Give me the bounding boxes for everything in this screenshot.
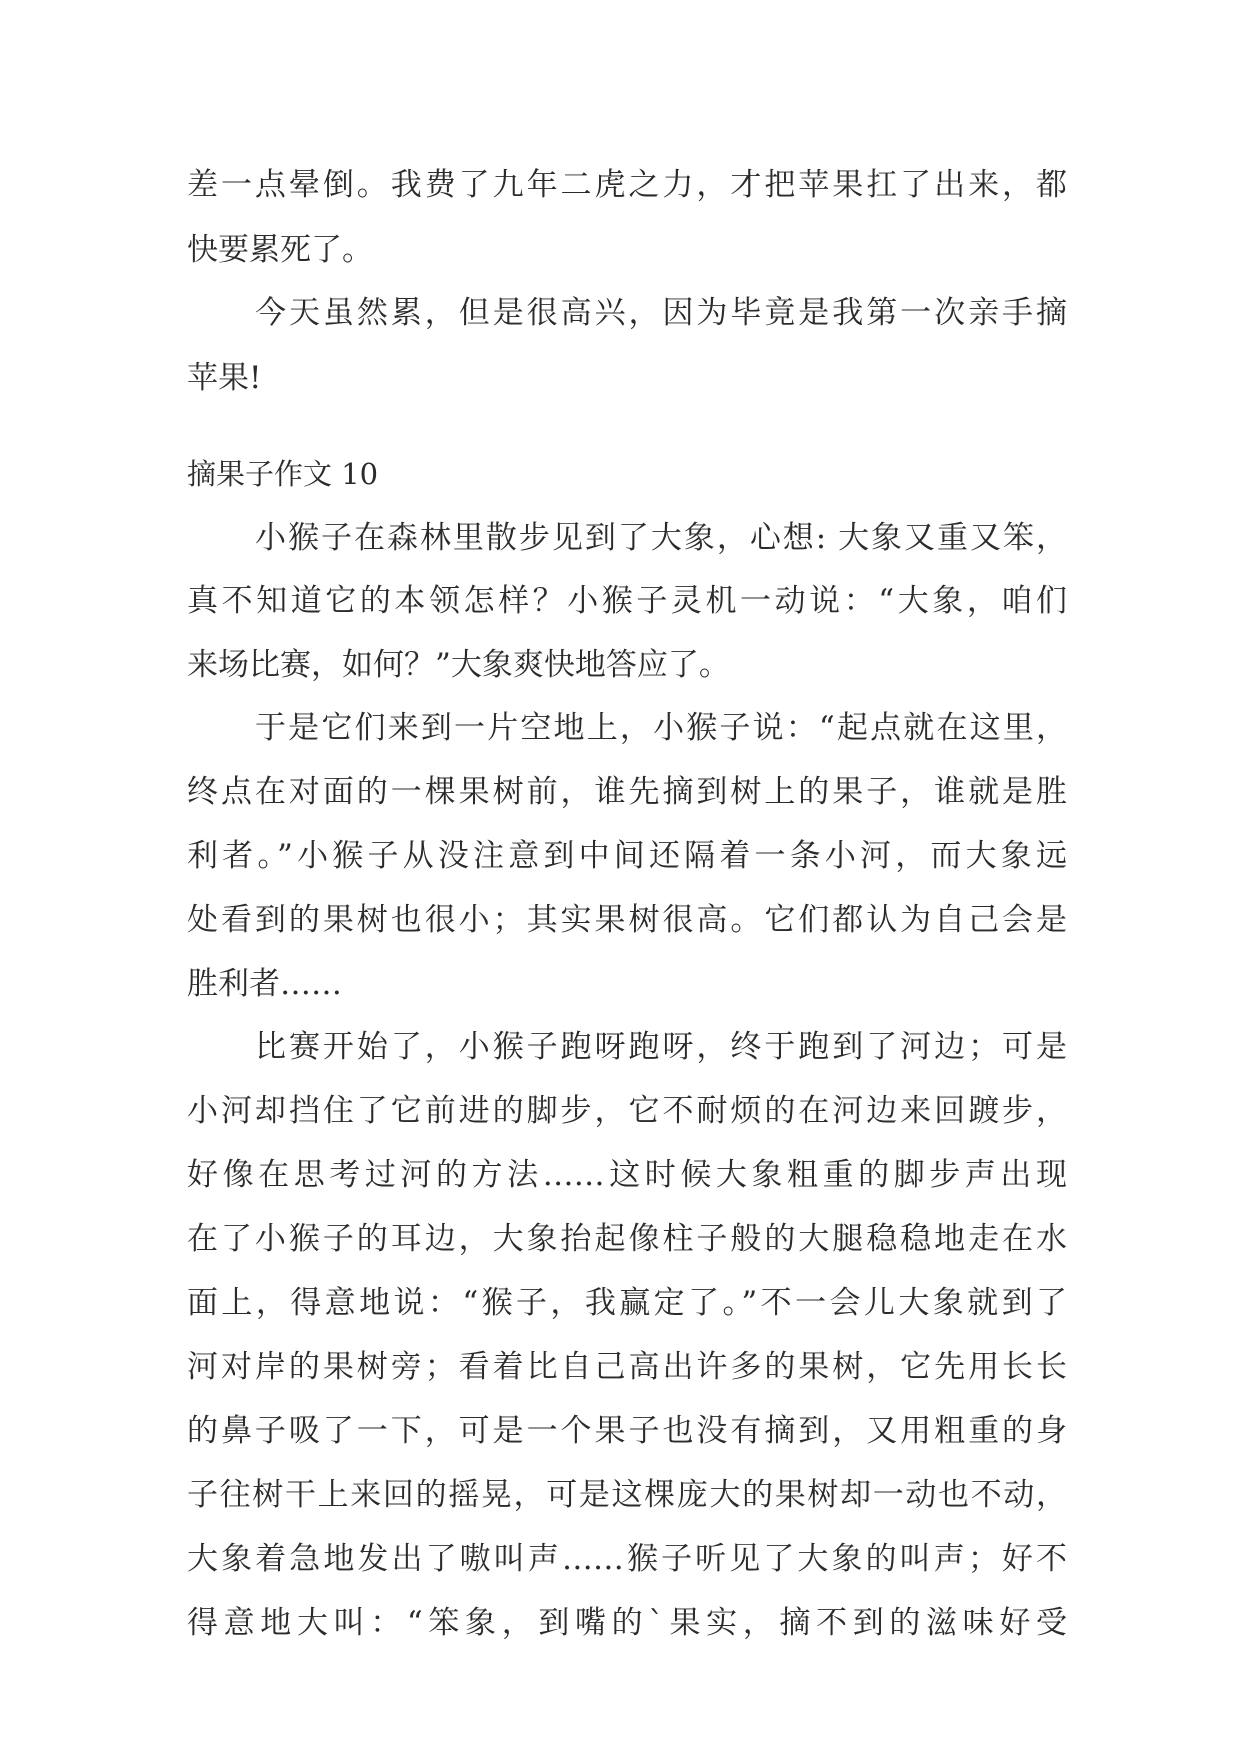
paragraph-5-line-4: 在了小猴子的耳边，大象抬起像柱子般的大腿稳稳地走在水 — [187, 1221, 1067, 1257]
paragraph-1-line-1: 差一点晕倒。我费了九年二虎之力，才把苹果扛了出来，都 — [187, 167, 1067, 203]
paragraph-3-line-1: 小猴子在森林里散步见到了大象，心想: 大象又重又笨， — [255, 520, 1067, 556]
paragraph-5-line-3: 好像在思考过河的方法……这时候大象粗重的脚步声出现 — [187, 1157, 1067, 1193]
paragraph-4-line-3: 利者。”小猴子从没注意到中间还隔着一条小河，而大象远 — [187, 838, 1067, 874]
paragraph-5-line-10: 得意地大叫：“笨象，到嘴的`果实，摘不到的滋味好受 — [187, 1605, 1067, 1641]
paragraph-5-line-7: 的鼻子吸了一下，可是一个果子也没有摘到，又用粗重的身 — [187, 1413, 1067, 1449]
paragraph-5-line-5: 面上，得意地说：“猴子，我赢定了。”不一会儿大象就到了 — [187, 1285, 1067, 1321]
paragraph-4-line-5: 胜利者…… — [187, 966, 342, 1002]
paragraph-3-line-3: 来场比赛，如何？”大象爽快地答应了。 — [187, 647, 730, 683]
paragraph-3-line-2: 真不知道它的本领怎样？小猴子灵机一动说：“大象，咱们 — [187, 583, 1067, 619]
paragraph-4-line-2: 终点在对面的一棵果树前，谁先摘到树上的果子，谁就是胜 — [187, 774, 1067, 810]
paragraph-2-line-2: 苹果! — [187, 360, 262, 396]
section-heading: 摘果子作文 10 — [187, 457, 379, 491]
paragraph-2-line-1: 今天虽然累，但是很高兴，因为毕竟是我第一次亲手摘 — [255, 295, 1067, 331]
paragraph-5-line-9: 大象着急地发出了嗷叫声……猴子听见了大象的叫声；好不 — [187, 1541, 1067, 1577]
paragraph-4-line-1: 于是它们来到一片空地上，小猴子说：“起点就在这里， — [255, 710, 1067, 746]
paragraph-4-line-4: 处看到的果树也很小；其实果树很高。它们都认为自己会是 — [187, 902, 1067, 938]
paragraph-5-line-2: 小河却挡住了它前进的脚步，它不耐烦的在河边来回踱步， — [187, 1093, 1067, 1129]
paragraph-1-line-2: 快要累死了。 — [187, 232, 373, 268]
paragraph-5-line-8: 子往树干上来回的摇晃，可是这棵庞大的果树却一动也不动， — [187, 1477, 1067, 1513]
paragraph-5-line-1: 比赛开始了，小猴子跑呀跑呀，终于跑到了河边；可是 — [255, 1029, 1067, 1065]
paragraph-5-line-6: 河对岸的果树旁；看着比自己高出许多的果树，它先用长长 — [187, 1349, 1067, 1385]
